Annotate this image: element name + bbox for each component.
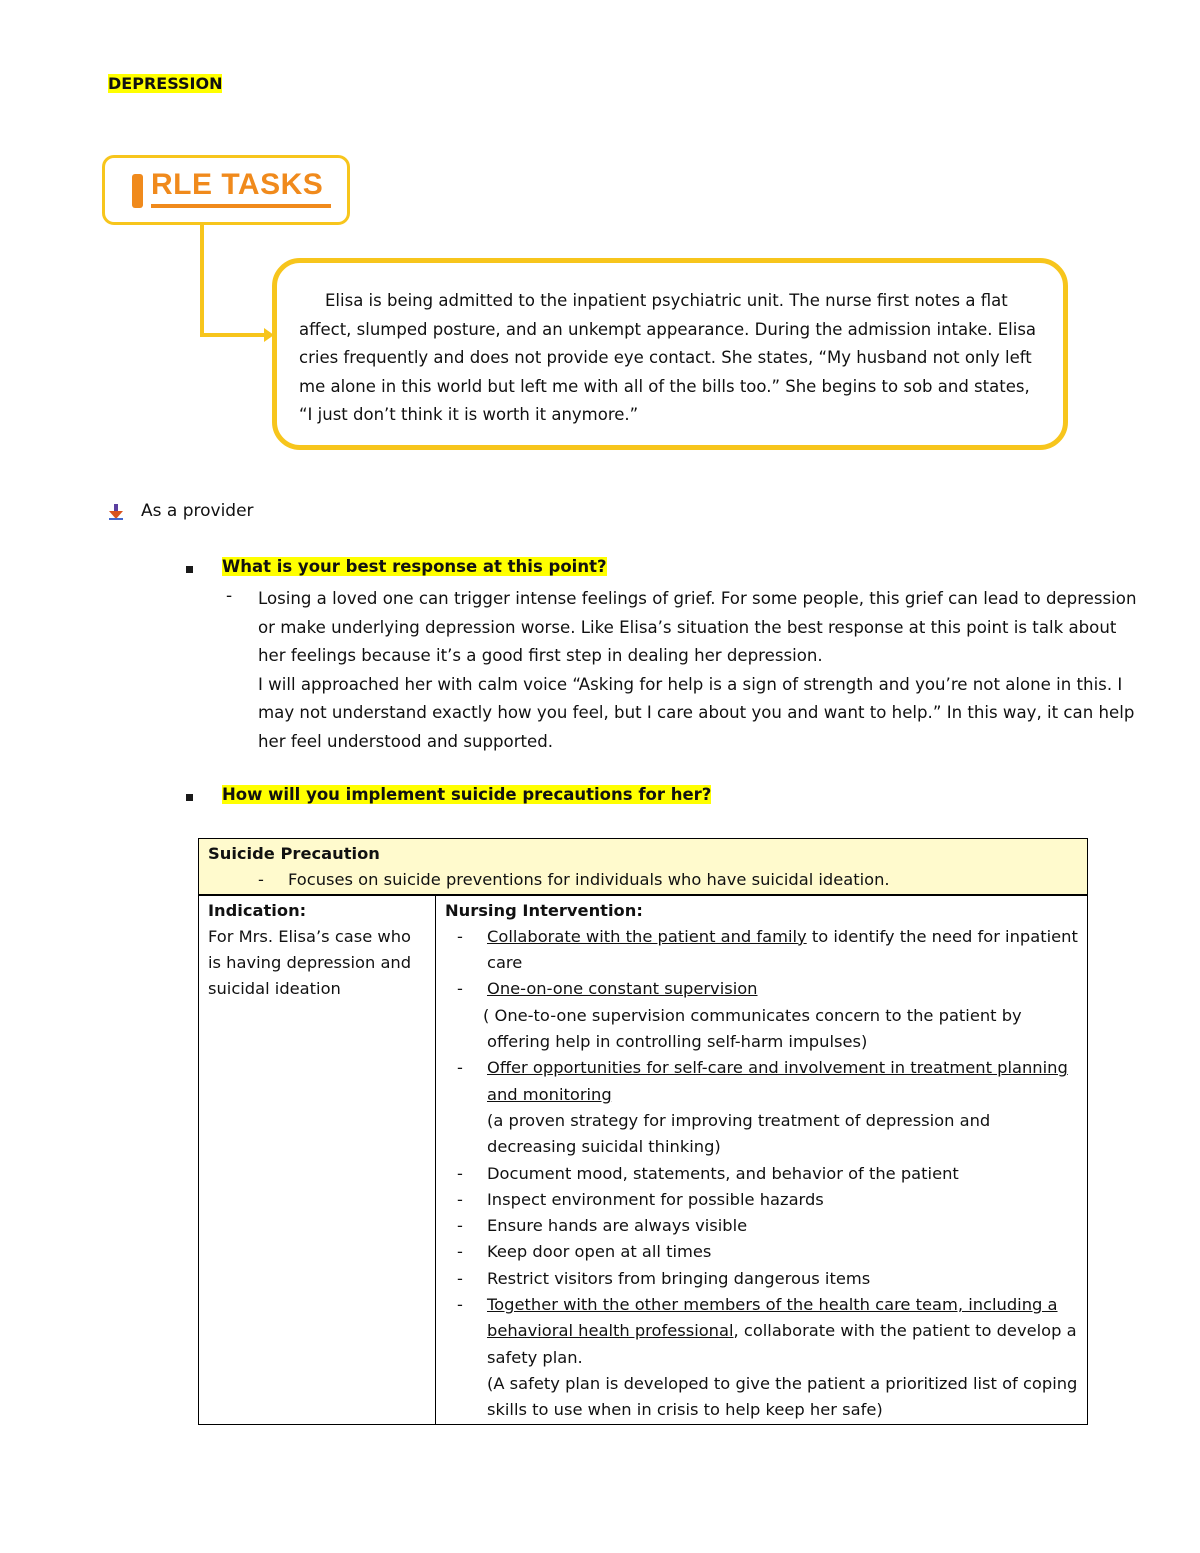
- list-item: - Ensure hands are always visible: [457, 1216, 748, 1236]
- indication-label: Indication:: [208, 900, 307, 920]
- case-scenario-text: Elisa is being admitted to the inpatient psychiatric unit. The nurse first notes a flat affect, slumped posture, and an unkempt appearance. During the admission intake. Elisa cries frequently and does not provide eye contact. She states, “My husband not only left me alone in this world but left me with all of the bills too.” She begins to sob and states, “I just don’t think it is worth it anymore.”: [299, 291, 1037, 424]
- list-item: - Keep door open at all times: [457, 1242, 712, 1262]
- square-bullet-icon: [186, 566, 193, 573]
- indication-text: For Mrs. Elisa’s case who is having depression and suicidal ideation: [208, 926, 412, 999]
- page-title: DEPRESSION: [108, 74, 223, 93]
- question-best-response: What is your best response at this point?: [222, 557, 607, 576]
- answer-paragraph: Losing a loved one can trigger intense feelings of grief. For some people, this grief can lead to depression or make underlying depression worse. Like Elisa’s situation the best response at this point is talk about her feelings because it’s a good first step in dealing her depression.: [258, 589, 1137, 666]
- connector-line: [200, 225, 204, 337]
- list-item: - One-on-one constant supervision ( One-to-one supervision communicates concern to the patient by offering help in controlling self-harm impulses): [457, 979, 1022, 1052]
- list-item: - Together with the other members of the health care team, including a behavioral health professional, collaborate with the patient to develop a safety plan. (A safety plan is developed to give the patient a prioritized list of coping skills to use when in crisis to help keep her safe): [457, 1295, 1078, 1420]
- table-header-title: Suicide Precaution: [208, 844, 380, 863]
- rle-underline: [151, 204, 331, 208]
- square-bullet-icon: [186, 794, 193, 801]
- dash-bullet: -: [258, 870, 264, 890]
- table-header-item: Focuses on suicide preventions for individuals who have suicidal ideation.: [288, 870, 890, 890]
- case-scenario-box: [272, 258, 1068, 450]
- list-item: - Restrict visitors from bringing dangerous items: [457, 1268, 871, 1288]
- list-item: - Document mood, statements, and behavior of the patient: [457, 1163, 959, 1183]
- intervention-label: Nursing Intervention:: [445, 900, 643, 920]
- answer-best-response: [258, 585, 1138, 757]
- intervention-cell: [436, 895, 1088, 1424]
- list-item: - Inspect environment for possible hazards: [457, 1189, 824, 1209]
- arrow-down-icon: [108, 503, 124, 526]
- rle-tasks-label: RLE TASKS: [151, 168, 324, 201]
- suicide-precaution-table: [198, 838, 1088, 1425]
- list-item: - Collaborate with the patient and family to identify the need for inpatient care: [457, 926, 1078, 973]
- connector-line: [200, 333, 266, 337]
- answer-paragraph: I will approached her with calm voice “Asking for help is a sign of strength and you’re not alone in this. I may not understand exactly how you feel, but I care about you and want to help.” In this way, it can help her feel understood and supported.: [258, 674, 1135, 751]
- question-suicide-precautions: How will you implement suicide precautions for her?: [222, 785, 712, 804]
- table-header: [199, 839, 1088, 895]
- list-item: - Offer opportunities for self-care and involvement in treatment planning and monitoring (a proven strategy for improving treatment of depression and decreasing suicidal thinking): [457, 1058, 1068, 1157]
- dash-bullet: -: [226, 586, 233, 606]
- rle-accent-bar: [132, 174, 143, 208]
- rle-tasks-banner: [102, 155, 350, 225]
- indication-cell: [199, 895, 436, 1424]
- provider-heading: As a provider: [141, 501, 254, 521]
